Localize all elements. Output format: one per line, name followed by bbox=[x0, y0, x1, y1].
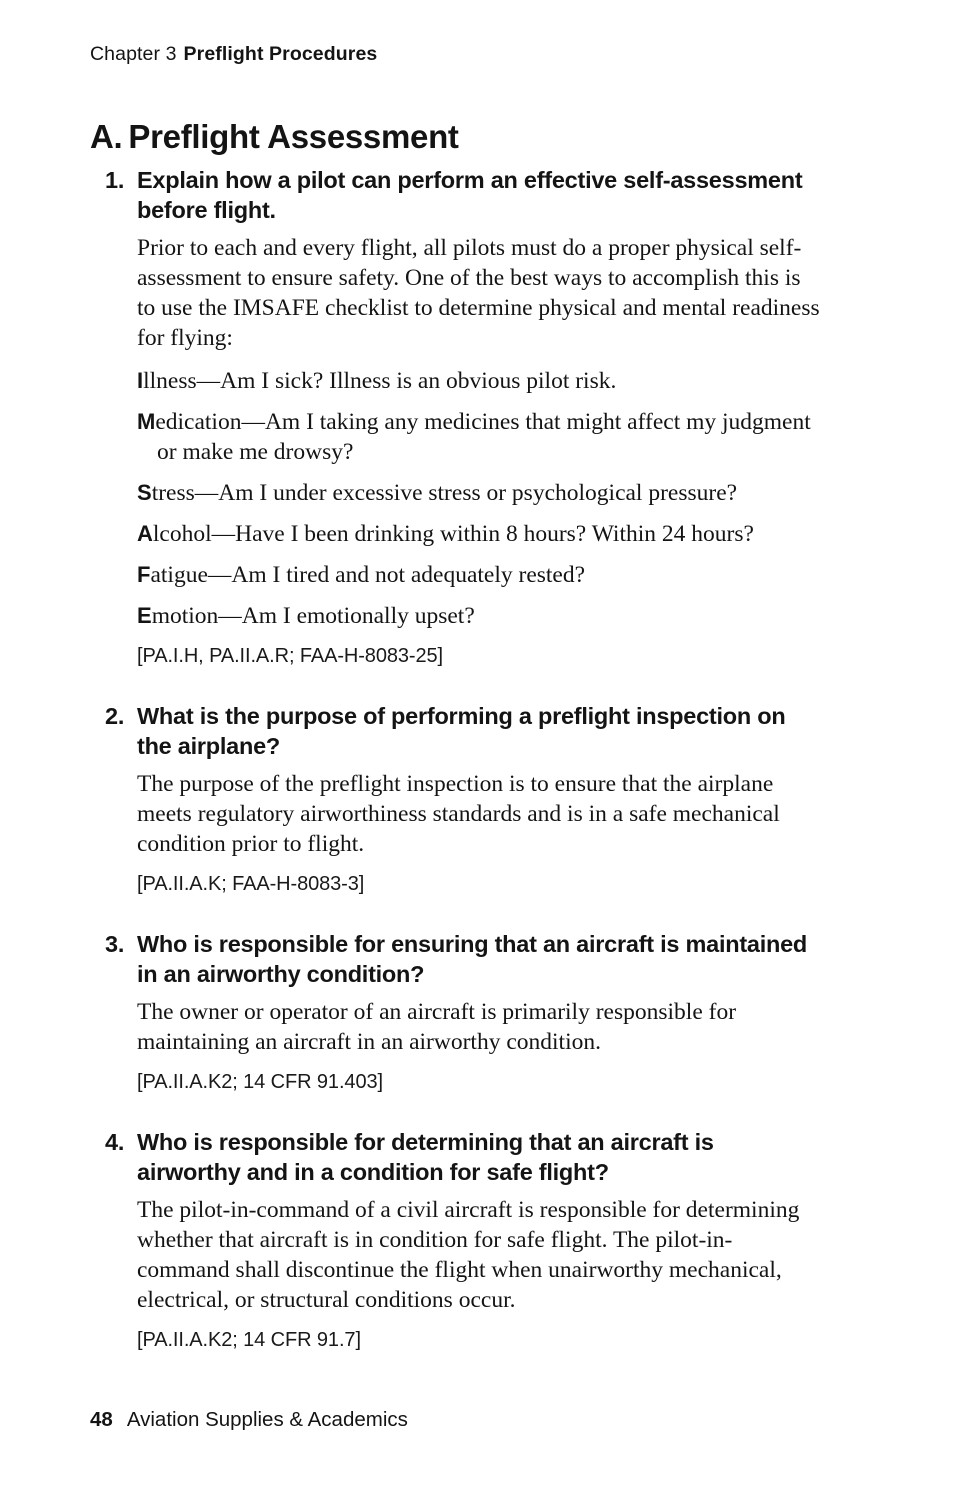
section-heading bbox=[90, 118, 459, 156]
spacer bbox=[0, 896, 955, 930]
mnemonic-key: M bbox=[137, 409, 156, 434]
citation-reference: [PA.II.A.K2; 14 CFR 91.403] bbox=[137, 1071, 383, 1093]
citation-reference: [PA.I.H, PA.II.A.R; FAA-H-8083-25] bbox=[137, 645, 443, 667]
list-item bbox=[137, 519, 830, 549]
answer-paragraph: Prior to each and every flight, all pilots must do a proper physical self-assessment to ensure safety. One of the best ways to accomplish this is to use the IMSAFE checklist to determine physical and mental readiness for flying: bbox=[137, 235, 820, 351]
running-head bbox=[90, 43, 377, 66]
questions-container bbox=[0, 166, 955, 1352]
mnemonic-text: tress—Am I under excessive stress or psychological pressure? bbox=[151, 480, 738, 506]
list-item bbox=[137, 601, 830, 631]
question-block bbox=[0, 702, 955, 896]
list-item bbox=[137, 366, 830, 396]
mnemonic-text: motion—Am I emotionally upset? bbox=[151, 603, 475, 629]
page-number: 48 bbox=[90, 1408, 113, 1431]
question-text: Who is responsible for determining that an aircraft is airworthy and in a condition for safe flight? bbox=[137, 1129, 714, 1185]
question-block bbox=[0, 930, 955, 1094]
question-heading bbox=[105, 702, 820, 761]
list-item bbox=[137, 478, 830, 508]
question-text: Who is responsible for ensuring that an aircraft is maintained in an airworthy condition? bbox=[137, 931, 808, 987]
question-number: 3. bbox=[105, 931, 125, 957]
running-head-chapter: Chapter 3 bbox=[90, 43, 177, 65]
citation-reference: [PA.II.A.K; FAA-H-8083-3] bbox=[137, 873, 365, 895]
section-letter: A. bbox=[90, 118, 123, 155]
question-block bbox=[0, 1128, 955, 1352]
mnemonic-key: E bbox=[137, 603, 152, 628]
mnemonic-text: edication—Am I taking any medicines that might affect my judgment or make me drowsy? bbox=[155, 409, 811, 465]
question-heading bbox=[105, 1128, 820, 1187]
question-number: 2. bbox=[105, 703, 125, 729]
list-item bbox=[137, 560, 830, 590]
section-title: Preflight Assessment bbox=[128, 118, 459, 155]
question-heading bbox=[105, 930, 820, 989]
page-footer bbox=[90, 1408, 408, 1432]
spacer bbox=[0, 668, 955, 702]
spacer bbox=[0, 1094, 955, 1128]
mnemonic-key: A bbox=[137, 521, 153, 546]
mnemonic-text: lcohol—Have I been drinking within 8 hours? Within 24 hours? bbox=[152, 521, 754, 547]
question-text: Explain how a pilot can perform an effective self-assessment before flight. bbox=[137, 167, 803, 223]
question-block bbox=[0, 166, 955, 668]
mnemonic-key: S bbox=[137, 480, 152, 505]
question-heading bbox=[105, 166, 820, 225]
answer-paragraph: The owner or operator of an aircraft is primarily responsible for maintaining an aircraft in an airworthy condition. bbox=[137, 999, 737, 1055]
question-number: 4. bbox=[105, 1129, 125, 1155]
imsafe-list bbox=[137, 366, 830, 631]
mnemonic-key: I bbox=[137, 368, 144, 393]
list-item bbox=[137, 407, 830, 467]
mnemonic-key: F bbox=[137, 562, 151, 587]
mnemonic-text: llness—Am I sick? Illness is an obvious pilot risk. bbox=[143, 368, 617, 394]
question-number: 1. bbox=[105, 167, 125, 193]
mnemonic-text: atigue—Am I tired and not adequately rested? bbox=[150, 562, 586, 588]
question-text: What is the purpose of performing a preflight inspection on the airplane? bbox=[137, 703, 786, 759]
publisher-name: Aviation Supplies & Academics bbox=[126, 1408, 408, 1431]
answer-paragraph: The purpose of the preflight inspection is to ensure that the airplane meets regulatory airworthiness standards and is in a safe mechanical condition prior to flight. bbox=[137, 771, 780, 857]
running-head-title: Preflight Procedures bbox=[183, 43, 378, 65]
citation-reference: [PA.II.A.K2; 14 CFR 91.7] bbox=[137, 1329, 361, 1351]
answer-paragraph: The pilot-in-command of a civil aircraft is responsible for determining whether that aircraft is in condition for safe flight. The pilot-in-command shall discontinue the flight when unairworthy mechanical, electrical, or structural conditions occur. bbox=[137, 1197, 800, 1313]
